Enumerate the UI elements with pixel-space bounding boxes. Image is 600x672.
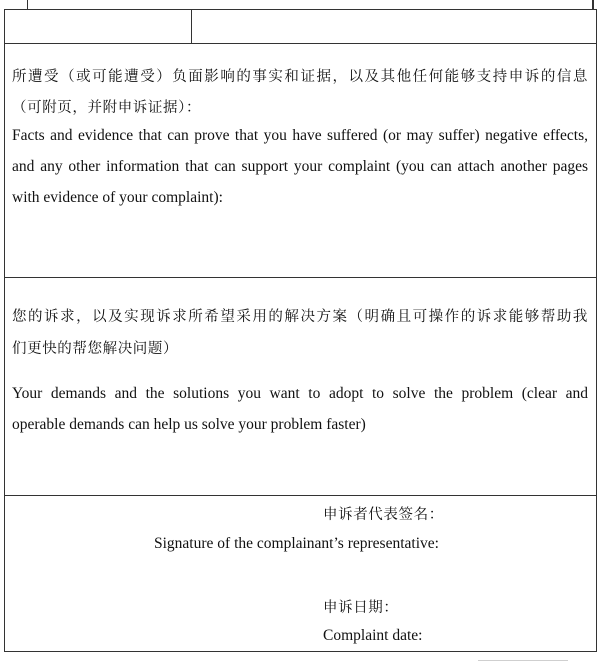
row-divider-3: [4, 495, 597, 496]
table-right-border: [596, 9, 597, 651]
date-label-zh: 申诉日期：: [323, 600, 399, 616]
bottom-faint-mark: [478, 660, 568, 661]
date-label-en: Complaint date:: [323, 627, 423, 644]
demands-en-line1: Your demands and the solutions you want to adopt to solve the problem (clear and: [12, 385, 588, 402]
signature-label-zh: 申诉者代表签名：: [323, 507, 444, 523]
top-row-left-border: [27, 0, 28, 9]
row-divider-bottom: [4, 651, 597, 652]
row-divider-top: [4, 9, 597, 10]
empty-row-cell-divider: [191, 9, 192, 44]
negative-effects-zh-line2: （可附页，并附申诉证据）：: [12, 100, 202, 116]
signature-label-en: Signature of the complainant’s representative:: [154, 535, 439, 552]
negative-effects-zh-line1: 所遭受（或可能遭受）负面影响的事实和证据，以及其他任何能够支持申诉的信息: [12, 69, 588, 85]
negative-effects-en-line3: with evidence of your complaint):: [12, 189, 223, 206]
negative-effects-en-line2: and any other information that can support your complaint (you can attach another pages: [12, 158, 588, 175]
demands-zh-line2: 们更快的帮您解决问题）: [12, 341, 179, 357]
demands-en-line2: operable demands can help us solve your problem faster): [12, 416, 366, 433]
demands-zh-line1: 您的诉求，以及实现诉求所希望采用的解决方案（明确且可操作的诉求能够帮助我: [12, 309, 588, 325]
row-divider-1: [4, 43, 597, 44]
row-divider-2: [4, 277, 597, 278]
table-left-border: [4, 9, 5, 651]
negative-effects-en-line1: Facts and evidence that can prove that you have suffered (or may suffer) negative effects,: [12, 127, 588, 144]
